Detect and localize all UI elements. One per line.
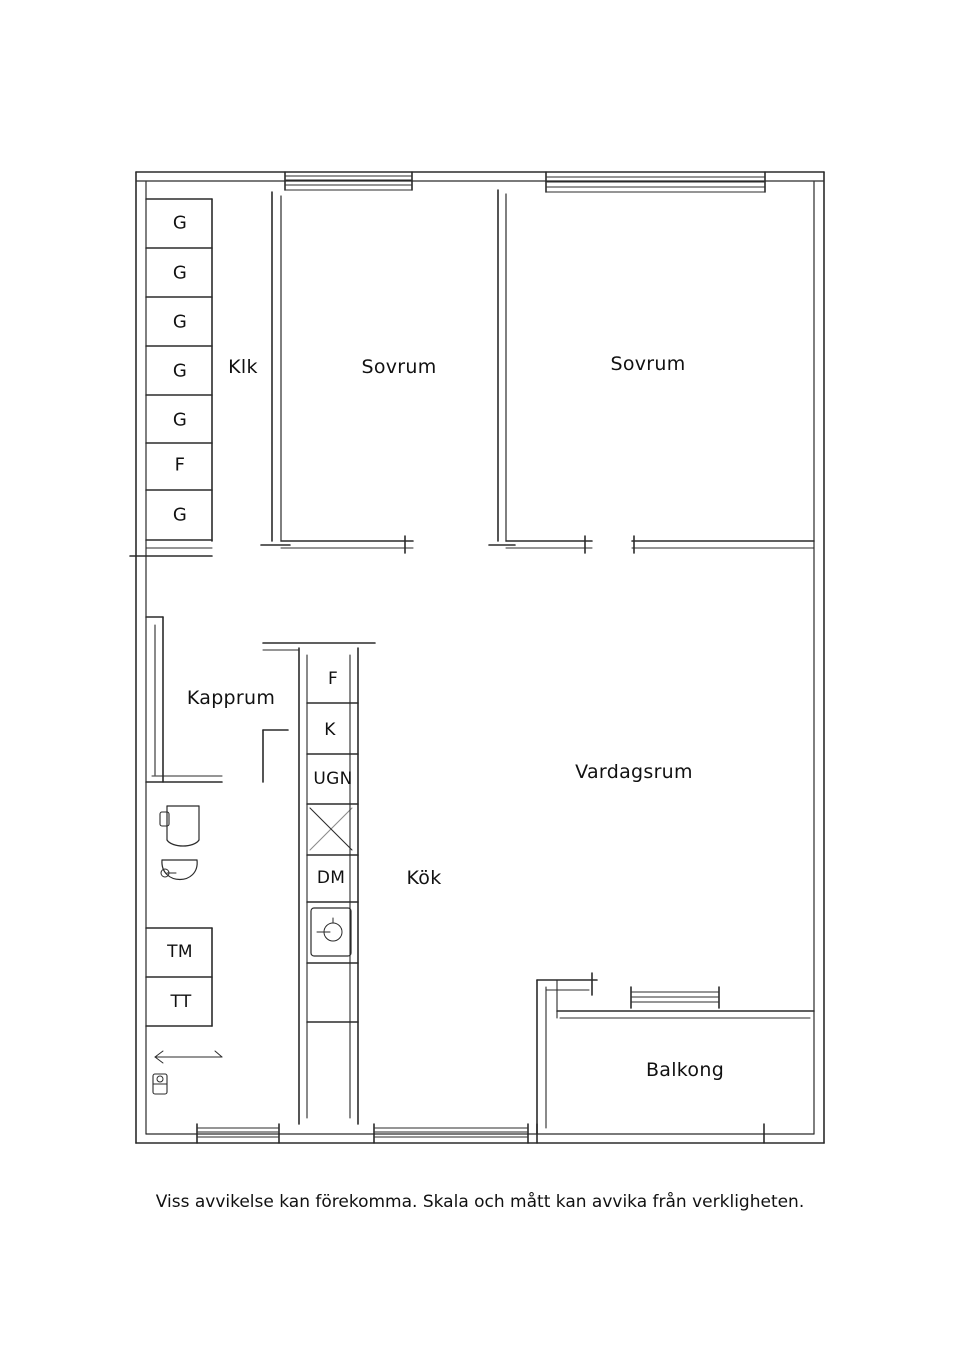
appliance-label-f: F (327, 669, 339, 689)
room-label-balkong: Balkong (645, 1059, 725, 1081)
appliance-label-tm: TM (167, 942, 193, 962)
closet-label-f: F (174, 454, 186, 476)
appliance-label-ugn: UGN (313, 769, 353, 789)
closet-label-g4: G (172, 360, 188, 382)
disclaimer-footnote: Viss avvikelse kan förekomma. Skala och mått kan avvika från verkligheten. (155, 1192, 805, 1212)
room-label-kapprum: Kapprum (186, 687, 276, 709)
closet-label-g5: G (172, 409, 188, 431)
closet-label-g6: G (172, 504, 188, 526)
room-label-klk: Klk (228, 356, 258, 378)
room-label-sovrum-2: Sovrum (610, 353, 686, 375)
appliance-label-tt: TT (170, 992, 192, 1012)
room-label-kok: Kök (406, 867, 442, 889)
closet-label-g1: G (172, 212, 188, 234)
room-label-sovrum-1: Sovrum (361, 356, 437, 378)
appliance-label-k: K (324, 720, 336, 740)
closet-label-g3: G (172, 311, 188, 333)
room-label-vardagsrum: Vardagsrum (575, 761, 693, 783)
closet-label-g2: G (172, 262, 188, 284)
appliance-label-dm: DM (316, 868, 346, 888)
